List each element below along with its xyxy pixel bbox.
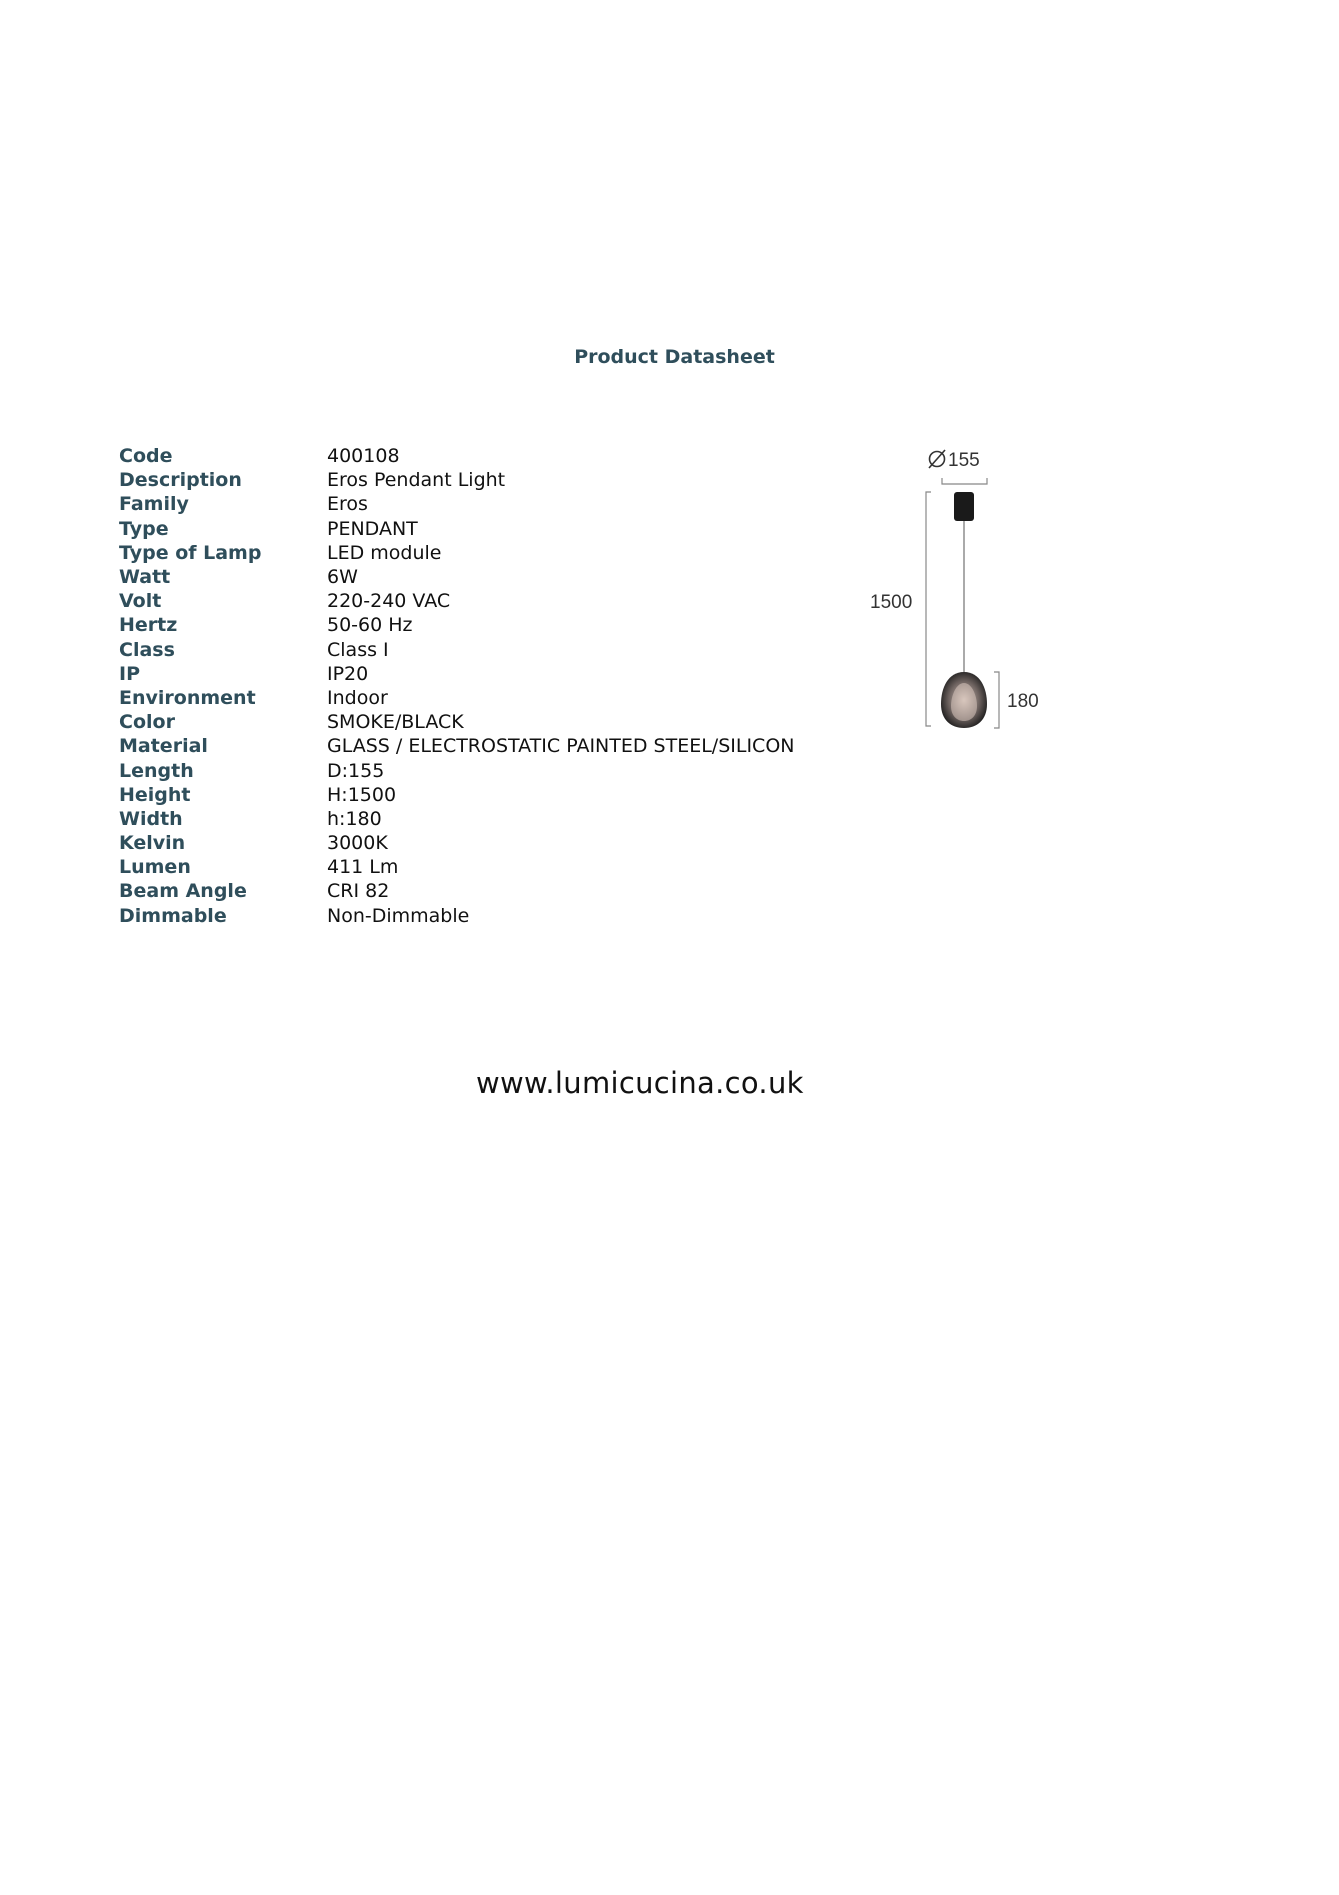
- spec-value: 400108: [327, 445, 400, 468]
- spec-label: IP: [119, 662, 140, 685]
- spec-row-code: [119, 444, 795, 468]
- spec-row-class: [119, 638, 795, 662]
- spec-row-dimmable: [119, 904, 795, 928]
- diameter-label: 155: [948, 450, 980, 471]
- spec-label: Type: [119, 517, 169, 540]
- diameter-dimension: [929, 450, 987, 484]
- shade-height-dimension: [994, 672, 1039, 728]
- spec-value: D:155: [327, 759, 385, 782]
- spec-value: GLASS / ELECTROSTATIC PAINTED STEEL/SILICON: [327, 735, 795, 758]
- spec-row-description: [119, 468, 795, 492]
- shade-height-label: 180: [1007, 691, 1039, 712]
- spec-value: LED module: [327, 541, 442, 564]
- spec-label: Hertz: [119, 614, 178, 637]
- spec-value: 6W: [327, 566, 358, 589]
- spec-row-type: [119, 517, 795, 541]
- page-title: Product Datasheet: [574, 346, 775, 368]
- spec-table: [119, 444, 795, 928]
- spec-value: 50-60 Hz: [327, 614, 413, 637]
- spec-row-ip: [119, 662, 795, 686]
- spec-row-family: [119, 492, 795, 516]
- spec-value: 3000K: [327, 832, 388, 855]
- spec-label: Description: [119, 469, 242, 492]
- spec-row-kelvin: [119, 831, 795, 855]
- spec-label: Lumen: [119, 856, 191, 879]
- total-height-label: 1500: [870, 592, 913, 613]
- spec-label: Beam Angle: [119, 880, 247, 903]
- spec-value: Class I: [327, 638, 389, 661]
- canopy-shape: [954, 492, 974, 521]
- spec-row-hertz: [119, 613, 795, 637]
- spec-label: Type of Lamp: [119, 541, 262, 564]
- spec-label: Class: [119, 638, 175, 661]
- spec-value: CRI 82: [327, 880, 390, 903]
- spec-row-material: [119, 734, 795, 758]
- spec-row-height: [119, 783, 795, 807]
- spec-value: PENDANT: [327, 517, 418, 540]
- website-url: www.lumicucina.co.uk: [476, 1066, 804, 1100]
- spec-row-watt: [119, 565, 795, 589]
- spec-label: Family: [119, 493, 189, 516]
- spec-value: H:1500: [327, 783, 397, 806]
- spec-label: Kelvin: [119, 832, 186, 855]
- spec-label: Dimmable: [119, 904, 227, 927]
- spec-value: Indoor: [327, 686, 388, 709]
- spec-label: Volt: [119, 590, 162, 613]
- pendant-dimension-drawing: [858, 440, 1058, 740]
- spec-label: Environment: [119, 686, 256, 709]
- spec-row-environment: [119, 686, 795, 710]
- spec-row-length: [119, 758, 795, 782]
- spec-value: Eros: [327, 493, 368, 516]
- spec-value: SMOKE/BLACK: [327, 711, 464, 734]
- spec-value: 220-240 VAC: [327, 590, 451, 613]
- total-height-dimension: [870, 492, 931, 726]
- spec-label: Color: [119, 711, 175, 734]
- pendant-shade: [941, 672, 987, 728]
- spec-value: IP20: [327, 662, 369, 685]
- spec-label: Code: [119, 445, 173, 468]
- spec-row-type-of-lamp: [119, 541, 795, 565]
- spec-label: Watt: [119, 566, 171, 589]
- spec-row-volt: [119, 589, 795, 613]
- spec-value: Eros Pendant Light: [327, 469, 506, 492]
- spec-label: Material: [119, 735, 208, 758]
- spec-row-beam-angle: [119, 879, 795, 903]
- spec-value: Non-Dimmable: [327, 904, 470, 927]
- spec-row-width: [119, 807, 795, 831]
- spec-value: 411 Lm: [327, 856, 399, 879]
- spec-row-lumen: [119, 855, 795, 879]
- spec-label: Length: [119, 759, 194, 782]
- spec-row-color: [119, 710, 795, 734]
- spec-label: Width: [119, 807, 183, 830]
- spec-value: h:180: [327, 807, 382, 830]
- spec-label: Height: [119, 783, 191, 806]
